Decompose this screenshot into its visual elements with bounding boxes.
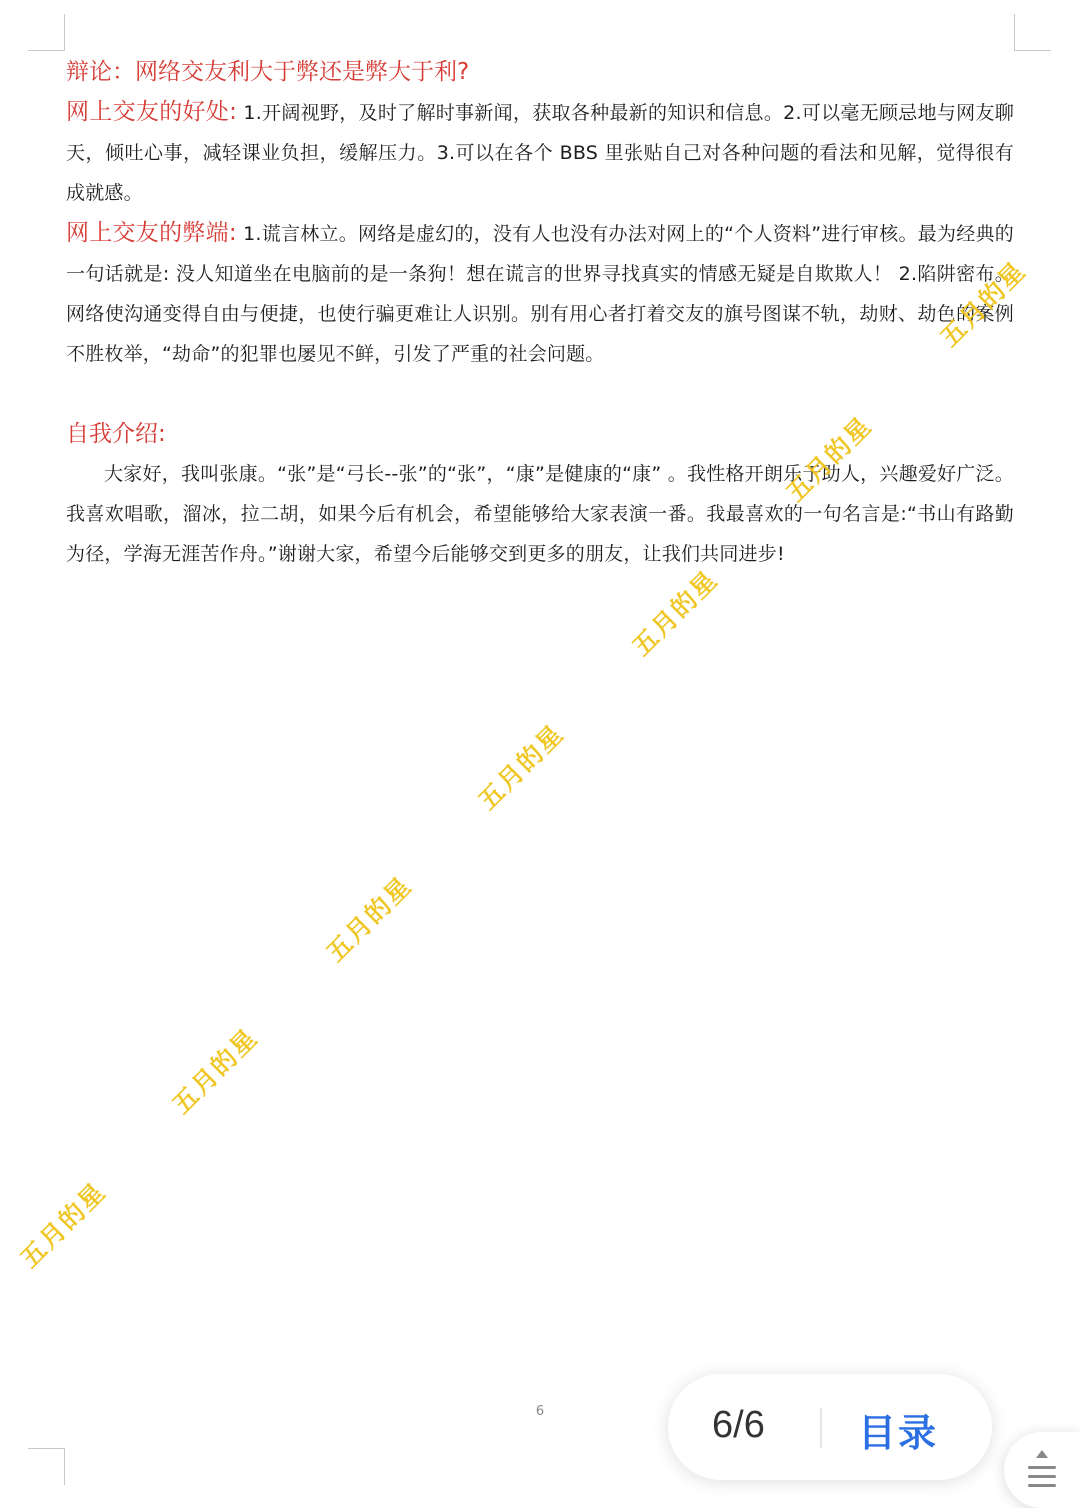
- scroll-top-icon: [1024, 1448, 1060, 1492]
- intro-heading: 自我介绍:: [66, 421, 166, 447]
- page-count[interactable]: 6/6: [712, 1404, 765, 1446]
- pros-paragraph: [66, 92, 1014, 213]
- cons-paragraph: [66, 213, 1014, 374]
- cons-text: 1.谎言林立。网络是虚幻的，没有人也没有办法对网上的“个人资料”进行审核。最为经典的一句话就是: 没人知道坐在电脑前的是一条狗！想在谎言的世界寻找真实的情感无疑是自欺欺人！ 2.陷阱密布。网络使沟通变得自由与便捷，也使行骗更难让人识别。别有用心者打着交友的旗号图谋不轨，劫财、劫色的案例不胜枚举，“劫命”的犯罪也屡见不鲜，引发了严重的社会问题。: [66, 223, 1014, 365]
- pager-divider: [820, 1408, 822, 1448]
- page-navigator: [668, 1374, 992, 1480]
- document-title: 辩论：网络交友利大于弊还是弊大于利?: [66, 59, 470, 85]
- crop-mark-top-right: [1014, 14, 1051, 51]
- document-body: [66, 52, 1014, 574]
- watermark: 五月的星: [626, 564, 724, 662]
- pros-heading: 网上交友的好处:: [66, 99, 238, 125]
- watermark: 五月的星: [780, 410, 878, 508]
- page-number: 6: [535, 1404, 545, 1419]
- pros-text: 1.开阔视野，及时了解时事新闻，获取各种最新的知识和信息。2.可以毫无顾忌地与网友聊天，倾吐心事，减轻课业负担，缓解压力。3.可以在各个 BBS 里张贴自己对各种问题的看法和见解，觉得很有成就感。: [66, 102, 1014, 204]
- watermark: 五月的星: [14, 1176, 112, 1274]
- intro-paragraph: 大家好，我叫张康。“张”是“弓长--张”的“张”，“康”是健康的“康” 。我性格开朗乐于助人，兴趣爱好广泛。我喜欢唱歌，溜冰，拉二胡，如果今后有机会，希望能够给大家表演一番。我最喜欢的一句名言是:“书山有路勤为径，学海无涯苦作舟。”谢谢大家，希望今后能够交到更多的朋友，让我们共同进步!: [66, 463, 1014, 565]
- crop-mark-bottom-left: [28, 1448, 65, 1485]
- crop-mark-top-left: [28, 14, 65, 51]
- watermark: 五月的星: [320, 870, 418, 968]
- toc-button[interactable]: 目录: [858, 1411, 939, 1455]
- watermark: 五月的星: [934, 255, 1032, 353]
- watermark: 五月的星: [472, 718, 570, 816]
- watermark: 五月的星: [166, 1022, 264, 1120]
- scroll-to-top-button[interactable]: [1004, 1432, 1080, 1508]
- cons-heading: 网上交友的弊端:: [66, 220, 237, 246]
